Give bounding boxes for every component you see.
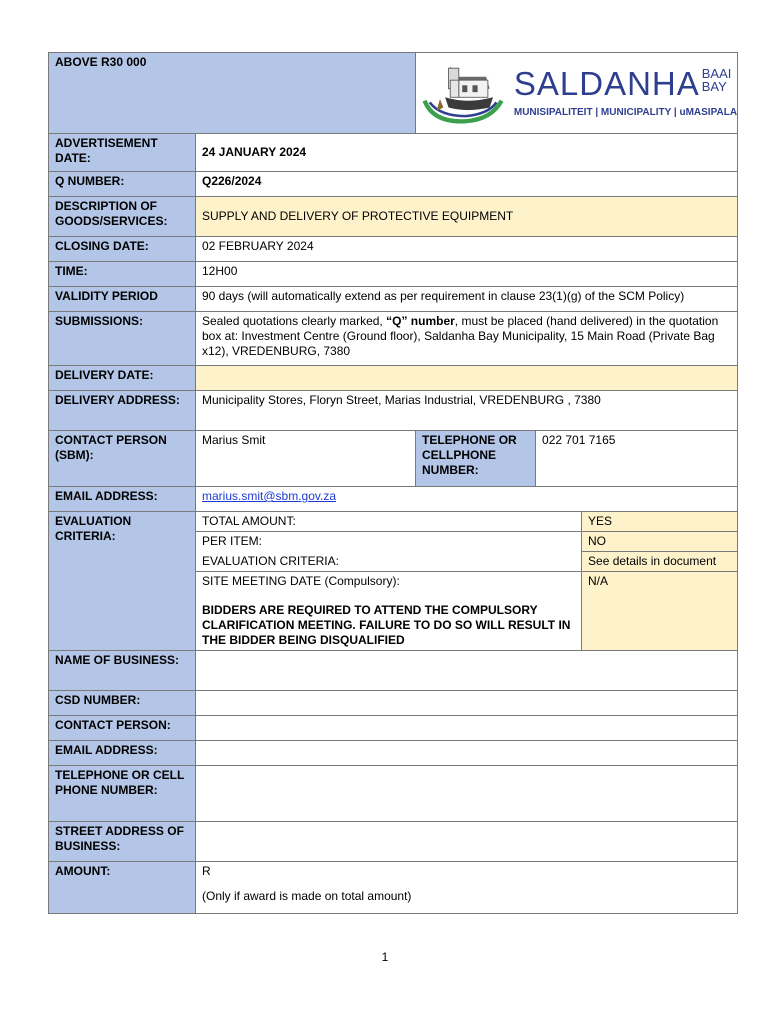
site-meeting-label: SITE MEETING DATE (Compulsory): xyxy=(196,572,582,596)
closing-date-row xyxy=(49,237,738,262)
delivery-date-value xyxy=(196,366,738,391)
logo-baai: BAAI xyxy=(701,65,732,81)
evaluation-per-item-label: PER ITEM: xyxy=(196,532,582,552)
validity-value: 90 days (will automatically extend as per requirement in clause 23(1)(g) of the SCM Policy) xyxy=(196,287,738,312)
csd-number-row xyxy=(49,691,738,716)
delivery-address-value: Municipality Stores, Floryn Street, Marias Industrial, VREDENBURG , 7380 xyxy=(196,391,738,431)
advertisement-date-value: 24 JANUARY 2024 xyxy=(196,134,738,172)
closing-date-value: 02 FEBRUARY 2024 xyxy=(196,237,738,262)
logo-bay: BAY xyxy=(701,78,727,94)
evaluation-row-total xyxy=(49,512,738,532)
contact-person-label: CONTACT PERSON (SBM): xyxy=(49,431,196,487)
logo-subtitle: MUNISIPALITEIT | MUNICIPALITY | uMASIPALA xyxy=(513,106,738,118)
closing-date-label: CLOSING DATE: xyxy=(49,237,196,262)
q-number-value: Q226/2024 xyxy=(196,172,738,197)
amount-field[interactable] xyxy=(196,862,738,914)
submissions-q-number-emphasis: “Q” number xyxy=(386,314,455,328)
bidder-phone-row xyxy=(49,766,738,822)
advertisement-date-row xyxy=(49,134,738,172)
bidder-contact-field[interactable] xyxy=(196,716,738,741)
telephone-label: TELEPHONE OR CELLPHONE NUMBER: xyxy=(416,431,536,487)
bidder-email-field[interactable] xyxy=(196,741,738,766)
telephone-value: 022 701 7165 xyxy=(536,431,738,487)
business-name-row xyxy=(49,651,738,691)
amount-label: AMOUNT: xyxy=(49,862,196,914)
header-row xyxy=(49,53,738,134)
bidder-contact-row xyxy=(49,716,738,741)
contact-row xyxy=(49,431,738,487)
time-label: TIME: xyxy=(49,262,196,287)
bidder-contact-label: CONTACT PERSON: xyxy=(49,716,196,741)
delivery-date-row xyxy=(49,366,738,391)
email-label: EMAIL ADDRESS: xyxy=(49,487,196,512)
delivery-address-label: DELIVERY ADDRESS: xyxy=(49,391,196,431)
amount-currency: R xyxy=(202,864,211,878)
compulsory-meeting-notice: BIDDERS ARE REQUIRED TO ATTEND THE COMPULSORY CLARIFICATION MEETING. FAILURE TO DO SO WILL RESULT IN THE BIDDER BEING DISQUALIFIED xyxy=(196,596,582,651)
csd-number-field[interactable] xyxy=(196,691,738,716)
delivery-date-label: DELIVERY DATE: xyxy=(49,366,196,391)
evaluation-criteria-label: EVALUATION CRITERIA: xyxy=(49,512,196,651)
delivery-address-row xyxy=(49,391,738,431)
submissions-text-b: , must be placed (hand delivered) in the quotation box at: Investment Centre (Ground floor), Saldanha Bay Municipality, 15 Main Road (Private Bag x12), VREDENBURG, 7380 xyxy=(202,314,719,358)
bidder-email-label: EMAIL ADDRESS: xyxy=(49,741,196,766)
bidder-phone-label: TELEPHONE OR CELL PHONE NUMBER: xyxy=(49,766,196,822)
street-address-field[interactable] xyxy=(196,822,738,862)
street-address-label: STREET ADDRESS OF BUSINESS: xyxy=(49,822,196,862)
amount-row xyxy=(49,862,738,914)
site-meeting-value: N/A xyxy=(582,572,738,651)
time-value: 12H00 xyxy=(196,262,738,287)
validity-row xyxy=(49,287,738,312)
page-number: 1 xyxy=(381,950,389,964)
logo-name: SALDANHA xyxy=(513,64,700,102)
q-number-row xyxy=(49,172,738,197)
email-link[interactable]: marius.smit@sbm.gov.za xyxy=(202,489,336,503)
business-name-field[interactable] xyxy=(196,651,738,691)
category-label: ABOVE R30 000 xyxy=(49,53,416,134)
validity-label: VALIDITY PERIOD xyxy=(49,287,196,312)
submissions-label: SUBMISSIONS: xyxy=(49,312,196,366)
submissions-text-a: Sealed quotations clearly marked, xyxy=(202,314,387,328)
submissions-value xyxy=(196,312,738,366)
q-number-label: Q NUMBER: xyxy=(49,172,196,197)
evaluation-criteria-row-label: EVALUATION CRITERIA: xyxy=(196,552,582,572)
evaluation-total-label: TOTAL AMOUNT: xyxy=(196,512,582,532)
quotation-form-table xyxy=(48,52,738,914)
contact-person-value: Marius Smit xyxy=(196,431,416,487)
description-value: SUPPLY AND DELIVERY OF PROTECTIVE EQUIPMENT xyxy=(196,197,738,237)
email-row xyxy=(49,487,738,512)
amount-note: (Only if award is made on total amount) xyxy=(202,889,412,903)
municipality-logo xyxy=(416,53,738,134)
submissions-row xyxy=(49,312,738,366)
advertisement-date-label: ADVERTISEMENT DATE: xyxy=(49,134,196,172)
description-row xyxy=(49,197,738,237)
street-address-row xyxy=(49,822,738,862)
evaluation-total-value: YES xyxy=(582,512,738,532)
evaluation-criteria-row-value: See details in document xyxy=(582,552,738,572)
description-label: DESCRIPTION OF GOODS/SERVICES: xyxy=(49,197,196,237)
saldanha-crest-icon xyxy=(416,54,512,132)
bidder-email-row xyxy=(49,741,738,766)
csd-number-label: CSD NUMBER: xyxy=(49,691,196,716)
evaluation-per-item-value: NO xyxy=(582,532,738,552)
bidder-phone-field[interactable] xyxy=(196,766,738,822)
time-row xyxy=(49,262,738,287)
business-name-label: NAME OF BUSINESS: xyxy=(49,651,196,691)
